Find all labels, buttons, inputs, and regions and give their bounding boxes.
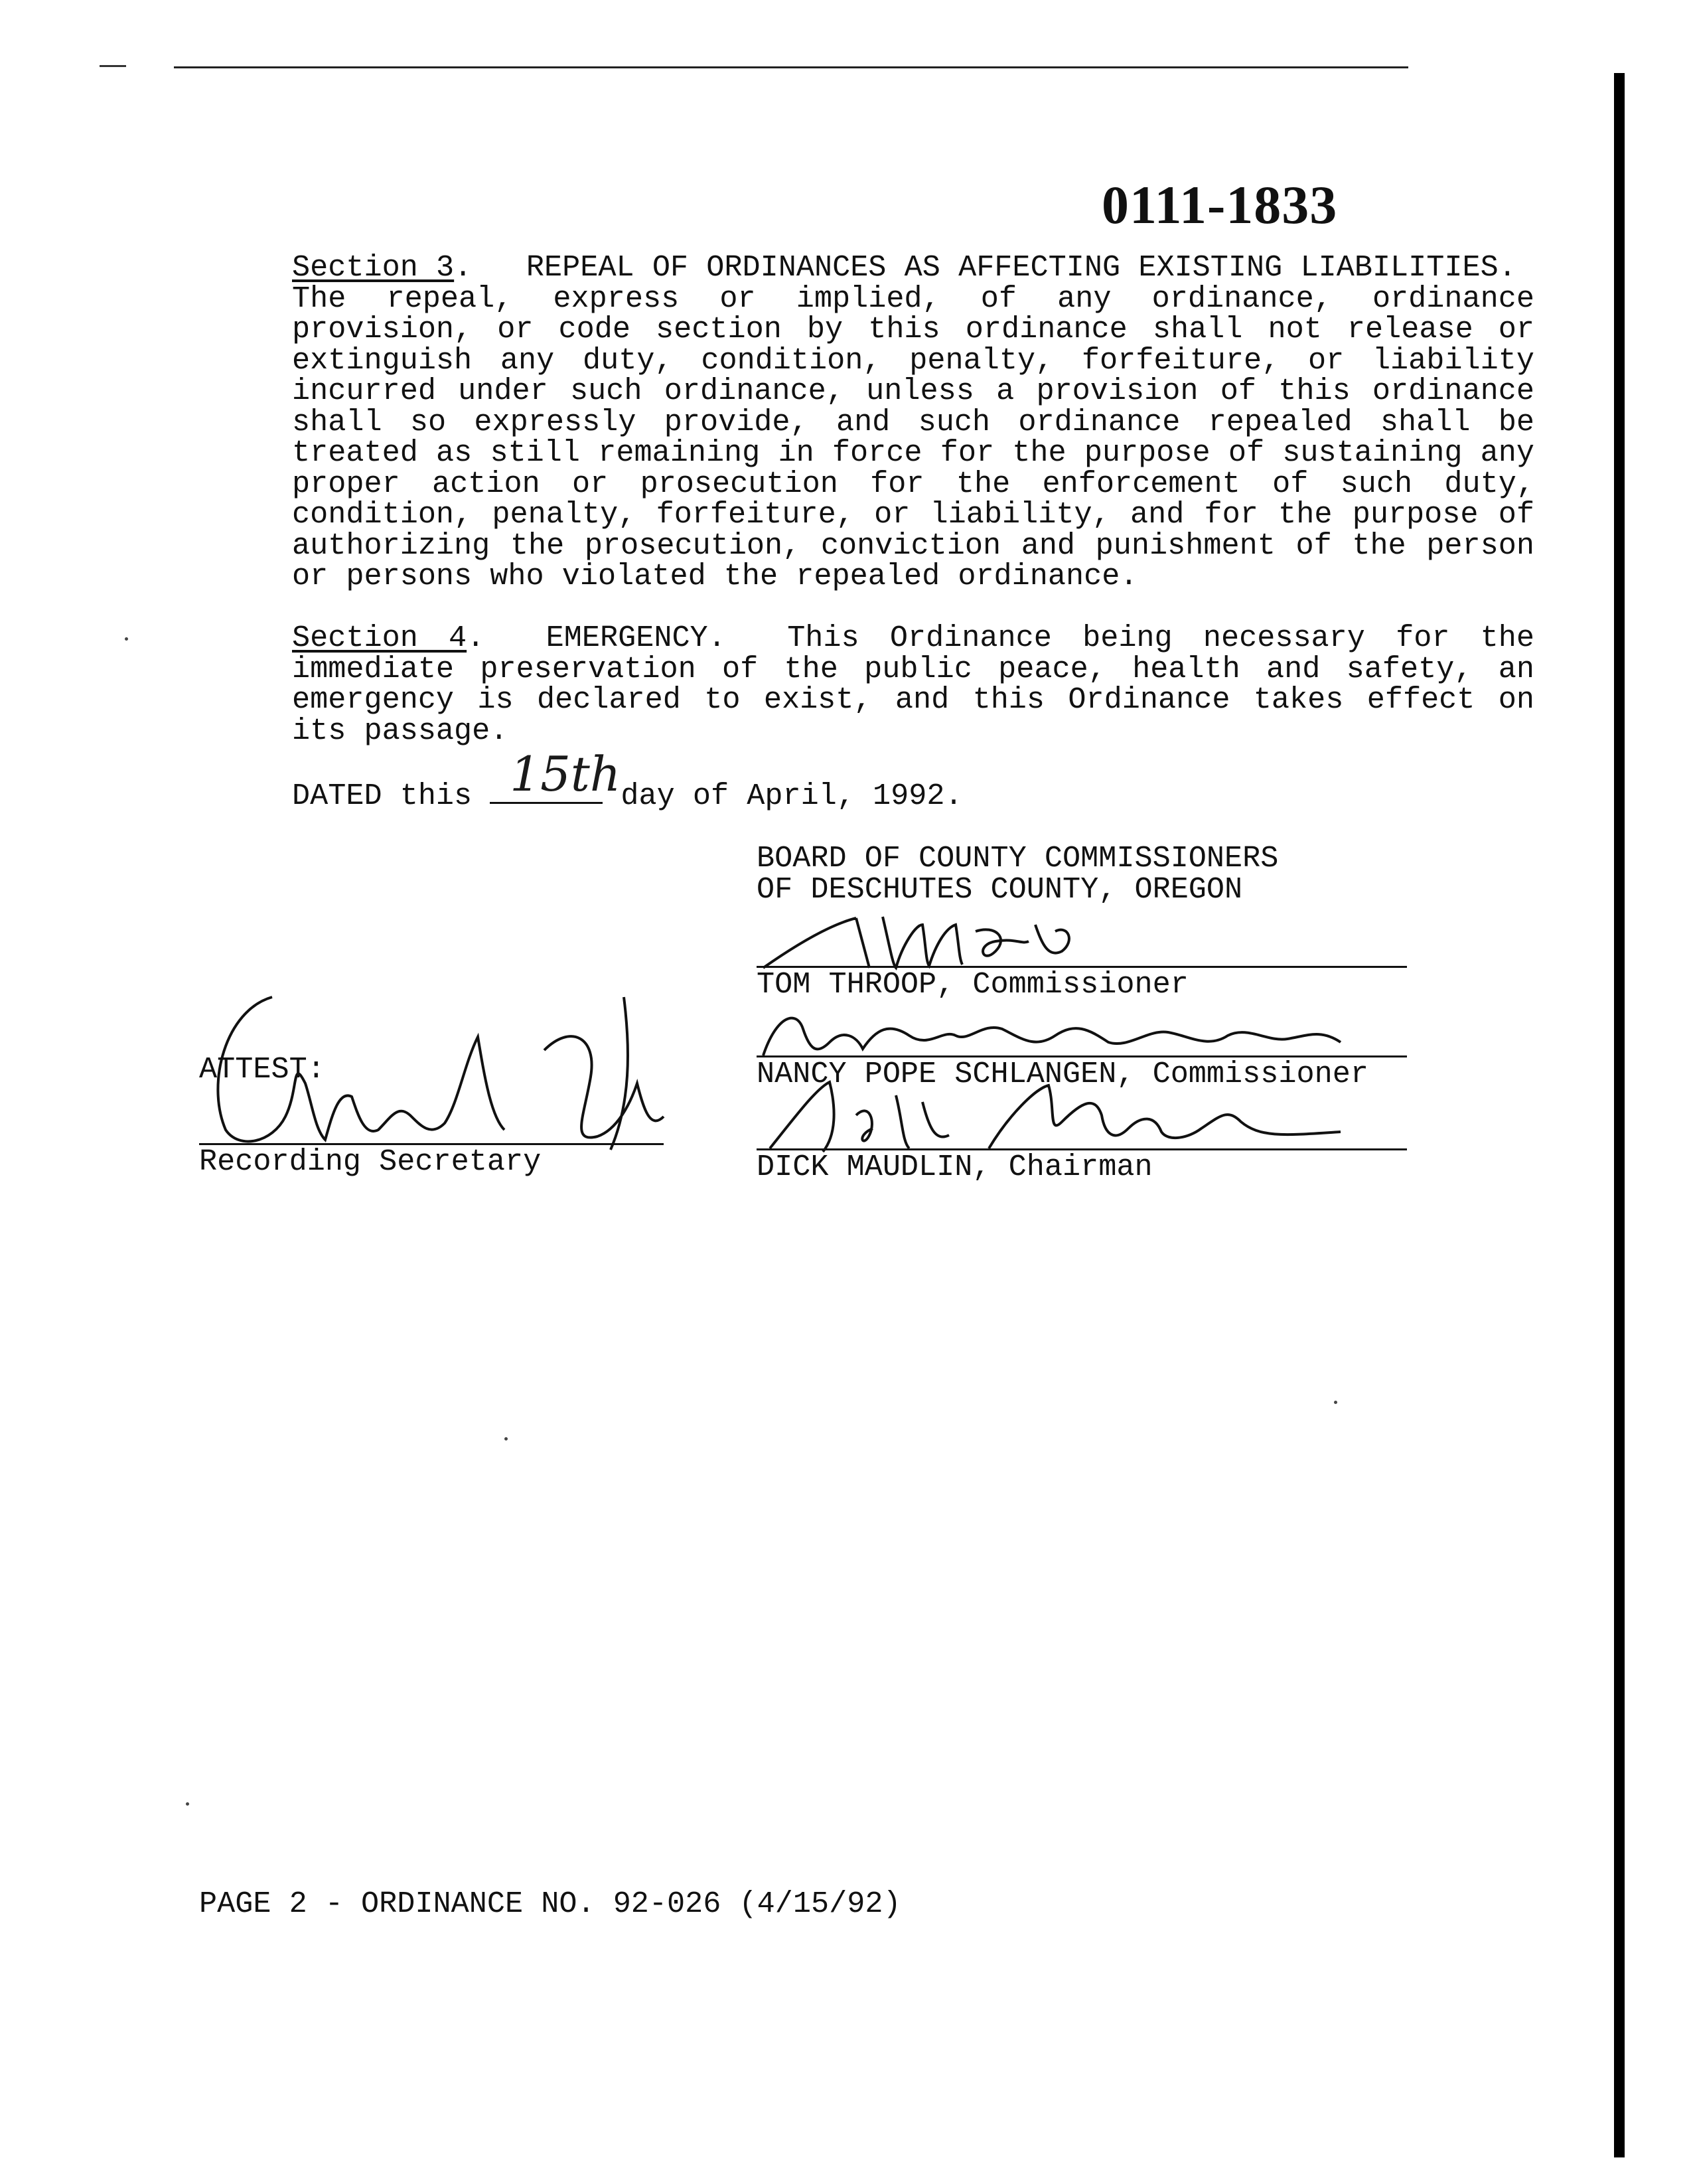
attest-label: ATTEST:: [199, 1052, 325, 1087]
dated-suffix: day of April, 1992.: [621, 779, 963, 813]
signature-maudlin-icon: [757, 1075, 1354, 1162]
scan-edge-bar: [1614, 73, 1625, 2157]
signature-throop-icon: [757, 905, 1102, 978]
section-4-title: EMERGENCY.: [546, 621, 726, 655]
board-line-1: BOARD OF COUNTY COMMISSIONERS: [757, 841, 1279, 876]
signature-label-throop: TOM THROOP, Commissioner: [757, 967, 1189, 1002]
section-3-title: REPEAL OF ORDINANCES AS AFFECTING EXISTING LIABILITIES.: [526, 250, 1516, 285]
top-rule: [174, 66, 1408, 68]
signature-block-throop: [757, 966, 1407, 1000]
section-3-paragraph: Section 3. REPEAL OF ORDINANCES AS AFFECTING EXISTING LIABILITIES. The repeal, express or implied, of any ordinance, ordinance provision, or code section by this ordinance shall not release or extinguish any duty, condition, penalty, forfeiture, or liability incurred under such ordinance, unless a provision of this ordinance shall so expressly provide, and such ordinance repealed shall be treated as still remaining in force for the purpose of sustaining any proper action or prosecution for the enforcement of such duty, condition, penalty, forfeiture, or liability, and for the purpose of authorizing the prosecution, conviction and punishment of the person or persons who violated the repealed ordinance.: [292, 250, 1534, 593]
section-4-paragraph: Section 4. EMERGENCY. This Ordinance being necessary for the immediate preservation of the public peace, health and safety, an emergency is declared to exist, and this Ordinance takes effect on its passage.: [292, 621, 1534, 748]
section-4-heading: Section 4: [292, 621, 467, 655]
board-heading: [757, 843, 1278, 905]
day-handwritten: 15th: [510, 746, 621, 802]
section-3-heading: Section 3: [292, 250, 455, 285]
scan-speck: [1334, 1401, 1337, 1404]
signature-label-maudlin: DICK MAUDLIN, Chairman: [757, 1150, 1153, 1184]
secretary-label: Recording Secretary: [199, 1144, 542, 1179]
top-left-mark: [100, 65, 126, 67]
scan-speck: [125, 637, 128, 641]
scan-speck: [504, 1437, 508, 1441]
day-blank: [490, 746, 621, 804]
document-number: 0111-1833: [1102, 175, 1338, 235]
signature-schlangen-icon: [757, 1002, 1354, 1069]
dated-prefix: DATED this: [292, 779, 473, 813]
dated-line: [292, 746, 963, 813]
scan-speck: [186, 1802, 189, 1806]
section-4-body: This Ordinance being necessary for the immediate preservation of the public peace, health and safety, an emergency is declared to exist, and this Ordinance takes effect on its passage.: [292, 621, 1534, 748]
signature-label-schlangen: NANCY POPE SCHLANGEN, Commissioner: [757, 1057, 1368, 1091]
section-3-body: The repeal, express or implied, of any ordinance, ordinance provision, or code section by this ordinance shall not release or extinguish any duty, condition, penalty, forfeiture, or liability incurred under such ordinance, unless a provision of this ordinance shall so expressly provide, and such ordinance repealed shall be treated as still remaining in force for the purpose of sustaining any proper action or prosecution for the enforcement of such duty, condition, penalty, forfeiture, or liability, and for the purpose of authorizing the prosecution, conviction and punishment of the person or persons who violated the repealed ordinance.: [292, 281, 1534, 593]
secretary-signature-block: [199, 1143, 664, 1177]
signature-block-maudlin: [757, 1148, 1407, 1182]
board-line-2: OF DESCHUTES COUNTY, OREGON: [757, 872, 1243, 907]
page-footer: PAGE 2 - ORDINANCE NO. 92-026 (4/15/92): [199, 1887, 901, 1921]
signature-secretary-icon: [199, 984, 677, 1156]
